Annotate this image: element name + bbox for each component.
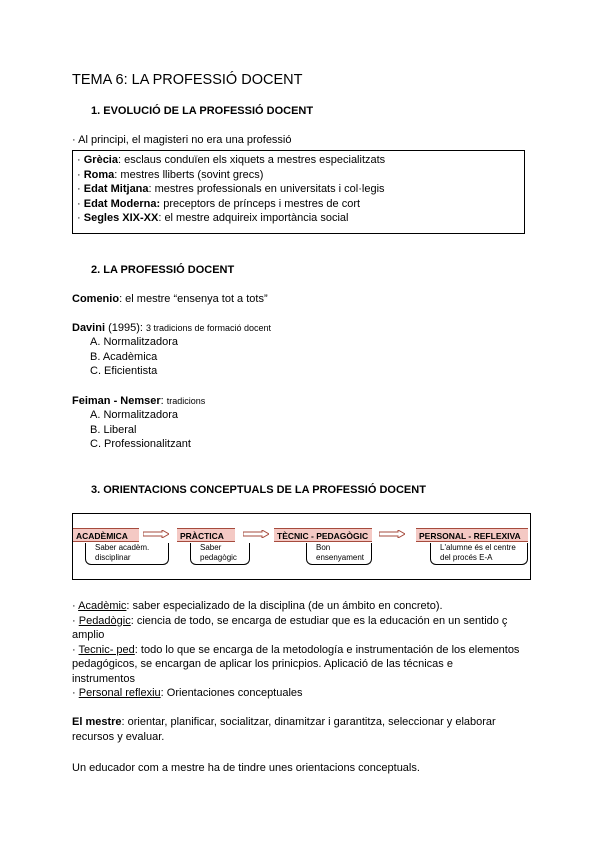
closing-line: Un educador com a mestre ha de tindre unes orientacions conceptuals. [72,762,420,774]
feiman-line [72,395,205,407]
section-2-heading: 2. LA PROFESSIÓ DOCENT [91,264,235,276]
definition-text: instrumentos [72,672,135,685]
definition-term: Personal reflexiu [78,687,161,699]
stage-personal-reflexiva: PERSONAL - REFLEXIVA [416,528,528,542]
stage-academica-desc: Saber acadèm. disciplinar [85,543,169,565]
history-text: : mestres lliberts (sovint grecs) [114,168,264,181]
davini-line [72,322,271,334]
davini-year: (1995): [105,322,146,334]
mestre-text-1: : orientar, planificar, socialitzar, dinamitzar i garantitza, seleccionar y elaborar [121,716,496,728]
definition-line [72,629,519,644]
history-item [77,154,385,169]
stage-academica: ACADÈMICA [73,528,139,542]
section-1-intro: · Al principi, el magisteri no era una professió [72,134,292,146]
arrow-right-icon [243,530,269,538]
davini-note: 3 tradicions de formació docent [145,323,272,333]
history-term: Grècia [83,154,118,166]
definition-text: pedagógicos, se encargan de aplicar los prinicpios. Aplicació de las técnicas e [72,658,453,670]
feiman-note: tradicions [166,396,206,406]
stage-personal-reflexiva-desc: L'alumne és el centre del procés E-A [430,543,528,565]
stage-tecnic-pedagogic-desc: Bon ensenyament [306,543,372,565]
mestre-line-2: recursos y evaluar. [72,731,165,743]
comenio-text: : el mestre “ensenya tot a tots” [119,293,268,305]
section-3-heading: 3. ORIENTACIONS CONCEPTUALS DE LA PROFESSIÓ DOCENT [91,484,426,496]
bullet: · [77,154,84,166]
feiman-colon: : [160,395,167,407]
definitions-list [72,600,519,702]
bullet: · [72,614,79,627]
davini-term: Davini [72,322,106,334]
section-1-heading: 1. EVOLUCIÓ DE LA PROFESSIÓ DOCENT [91,105,314,117]
definition-term: Acadèmic [78,600,127,612]
definition-line [72,600,519,615]
history-term: Edat Moderna: [83,197,161,210]
definition-line [72,658,519,673]
history-term: Edat Mitjana [83,183,149,195]
comenio-term: Comenio [72,293,120,305]
history-box [72,150,525,234]
bullet: · [72,687,79,699]
page-title: TEMA 6: LA PROFESSIÓ DOCENT [72,72,303,88]
definition-text: : todo lo que se encarga de la metodología e instrumentación de los elementos [134,643,520,656]
bullet: · [77,168,84,181]
history-text: preceptors de prínceps i mestres de cort [160,197,361,210]
list-item: C. Professionalitzant [90,438,191,450]
definition-line [72,687,519,702]
history-list [77,154,385,227]
arrow-right-icon [143,530,169,538]
definition-term: Tecnic- ped [78,643,135,656]
bullet: · [77,183,84,195]
list-item: A. Normalitzadora [90,336,179,348]
list-item: B. Liberal [90,423,137,436]
mestre-term: El mestre [72,716,122,728]
stage-tecnic-pedagogic: TÈCNIC - PEDAGÒGIC [274,528,372,542]
list-item: A. Normalitzadora [90,409,179,421]
history-term: Segles XIX-XX [83,212,159,224]
orientations-diagram [72,513,531,580]
definition-text: : saber especializado de la disciplina (de un ámbito en concreto). [126,600,443,612]
davini-list [90,336,178,380]
history-item [77,212,385,227]
definition-text: : Orientaciones conceptuales [160,687,303,699]
bullet: · [77,197,84,210]
arrow-right-icon [379,530,405,538]
bullet: · [72,643,79,656]
feiman-list [90,409,191,453]
definition-line [72,644,519,659]
feiman-term: Feiman - Nemser [72,395,161,407]
list-item: C. Eficientista [90,365,158,377]
list-item: B. Acadèmica [90,350,158,363]
history-text: : el mestre adquireix importància social [158,212,349,224]
history-text: : esclaus conduïen els xiquets a mestres especialitzats [117,154,386,166]
comenio-line [72,293,268,305]
definition-line [72,673,519,688]
mestre-line-1 [72,716,496,728]
bullet: · [77,212,84,224]
history-text: : mestres professionals en universitats i col·legis [148,183,385,195]
history-item [77,183,385,198]
stage-practica-desc: Saber pedagògic [190,543,250,565]
definition-line [72,615,519,630]
history-term: Roma [83,168,115,181]
definition-text: : ciencia de todo, se encarga de estudiar que es la educación en un sentido ç [130,614,508,627]
stage-practica: PRÀCTICA [177,528,235,542]
history-item [77,169,385,184]
definition-term: Pedadògic [78,614,131,627]
definition-text: amplio [72,629,105,641]
bullet: · [72,600,79,612]
history-item [77,198,385,213]
